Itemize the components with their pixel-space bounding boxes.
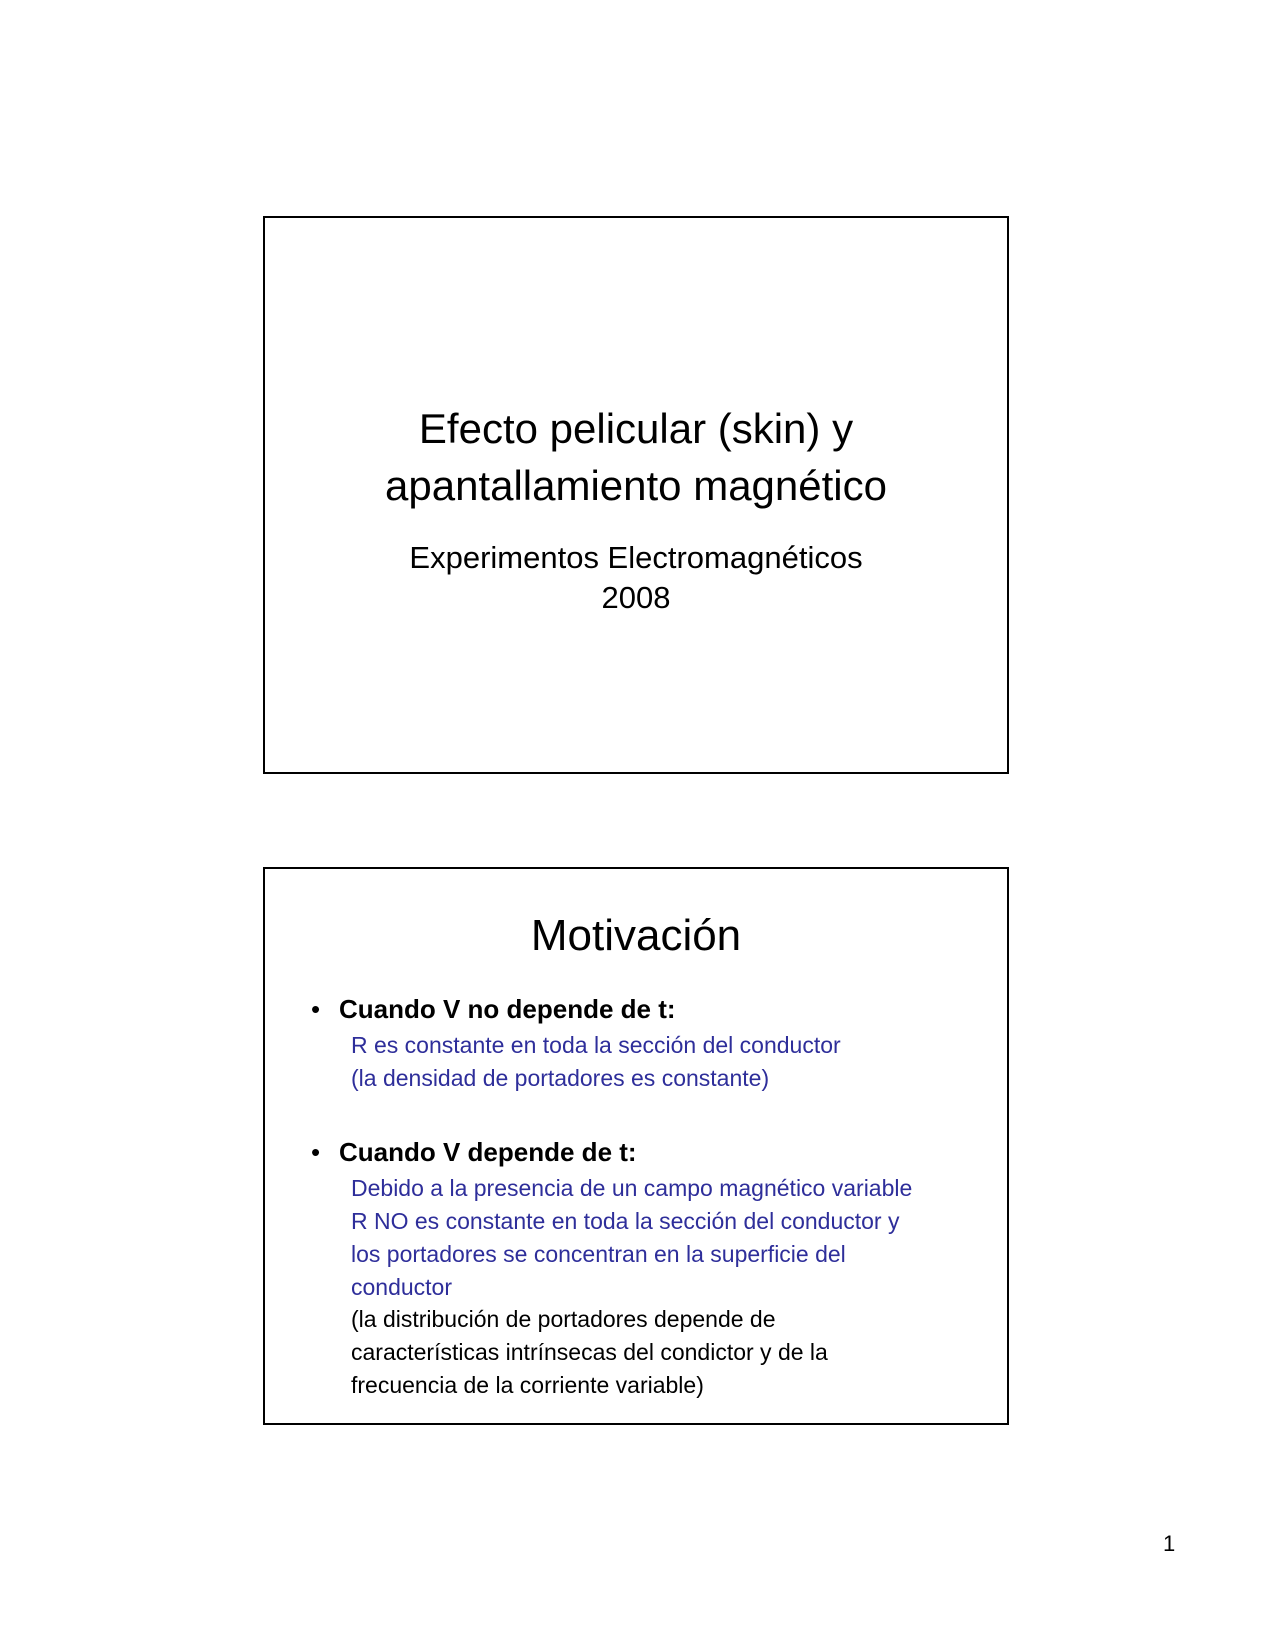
bullet-heading-text: Cuando V depende de t: (339, 1137, 637, 1167)
body-line: (la distribución de portadores depende de (351, 1306, 776, 1332)
slide-motivacion (263, 867, 1009, 1425)
body-line: (la densidad de portadores es constante) (351, 1065, 770, 1091)
body-line: frecuencia de la corriente variable) (351, 1372, 704, 1398)
bullet-marker: • (311, 994, 321, 1024)
body-line: conductor (351, 1274, 453, 1300)
body-line: R NO es constante en toda la sección del conductor y (351, 1208, 900, 1234)
body-line: R es constante en toda la sección del conductor (351, 1032, 841, 1058)
body-line: los portadores se concentran en la superficie del (351, 1241, 846, 1267)
bullet-heading-text: Cuando V no depende de t: (339, 994, 676, 1024)
title-line-1: Efecto pelicular (skin) y (418, 405, 854, 452)
slide-1-title (265, 400, 1007, 514)
slide-2-title: Motivación (530, 911, 742, 960)
slide-title (263, 216, 1009, 774)
body-line: características intrínsecas del condictor y de la (351, 1339, 828, 1365)
bullet-1-body (351, 1029, 841, 1095)
bullet-heading-2 (311, 1135, 637, 1169)
slide-1-subtitle (265, 538, 1007, 618)
page-number: 1 (1163, 1531, 1176, 1556)
bullet-2-body-blue (351, 1172, 912, 1304)
subtitle-line-2: 2008 (601, 580, 671, 615)
body-line: Debido a la presencia de un campo magnético variable (351, 1175, 913, 1201)
bullet-2-body-black (351, 1303, 828, 1402)
title-line-2: apantallamiento magnético (385, 462, 887, 509)
bullet-heading-1 (311, 992, 676, 1026)
subtitle-line-1: Experimentos Electromagnéticos (409, 540, 863, 575)
bullet-marker: • (311, 1137, 321, 1167)
